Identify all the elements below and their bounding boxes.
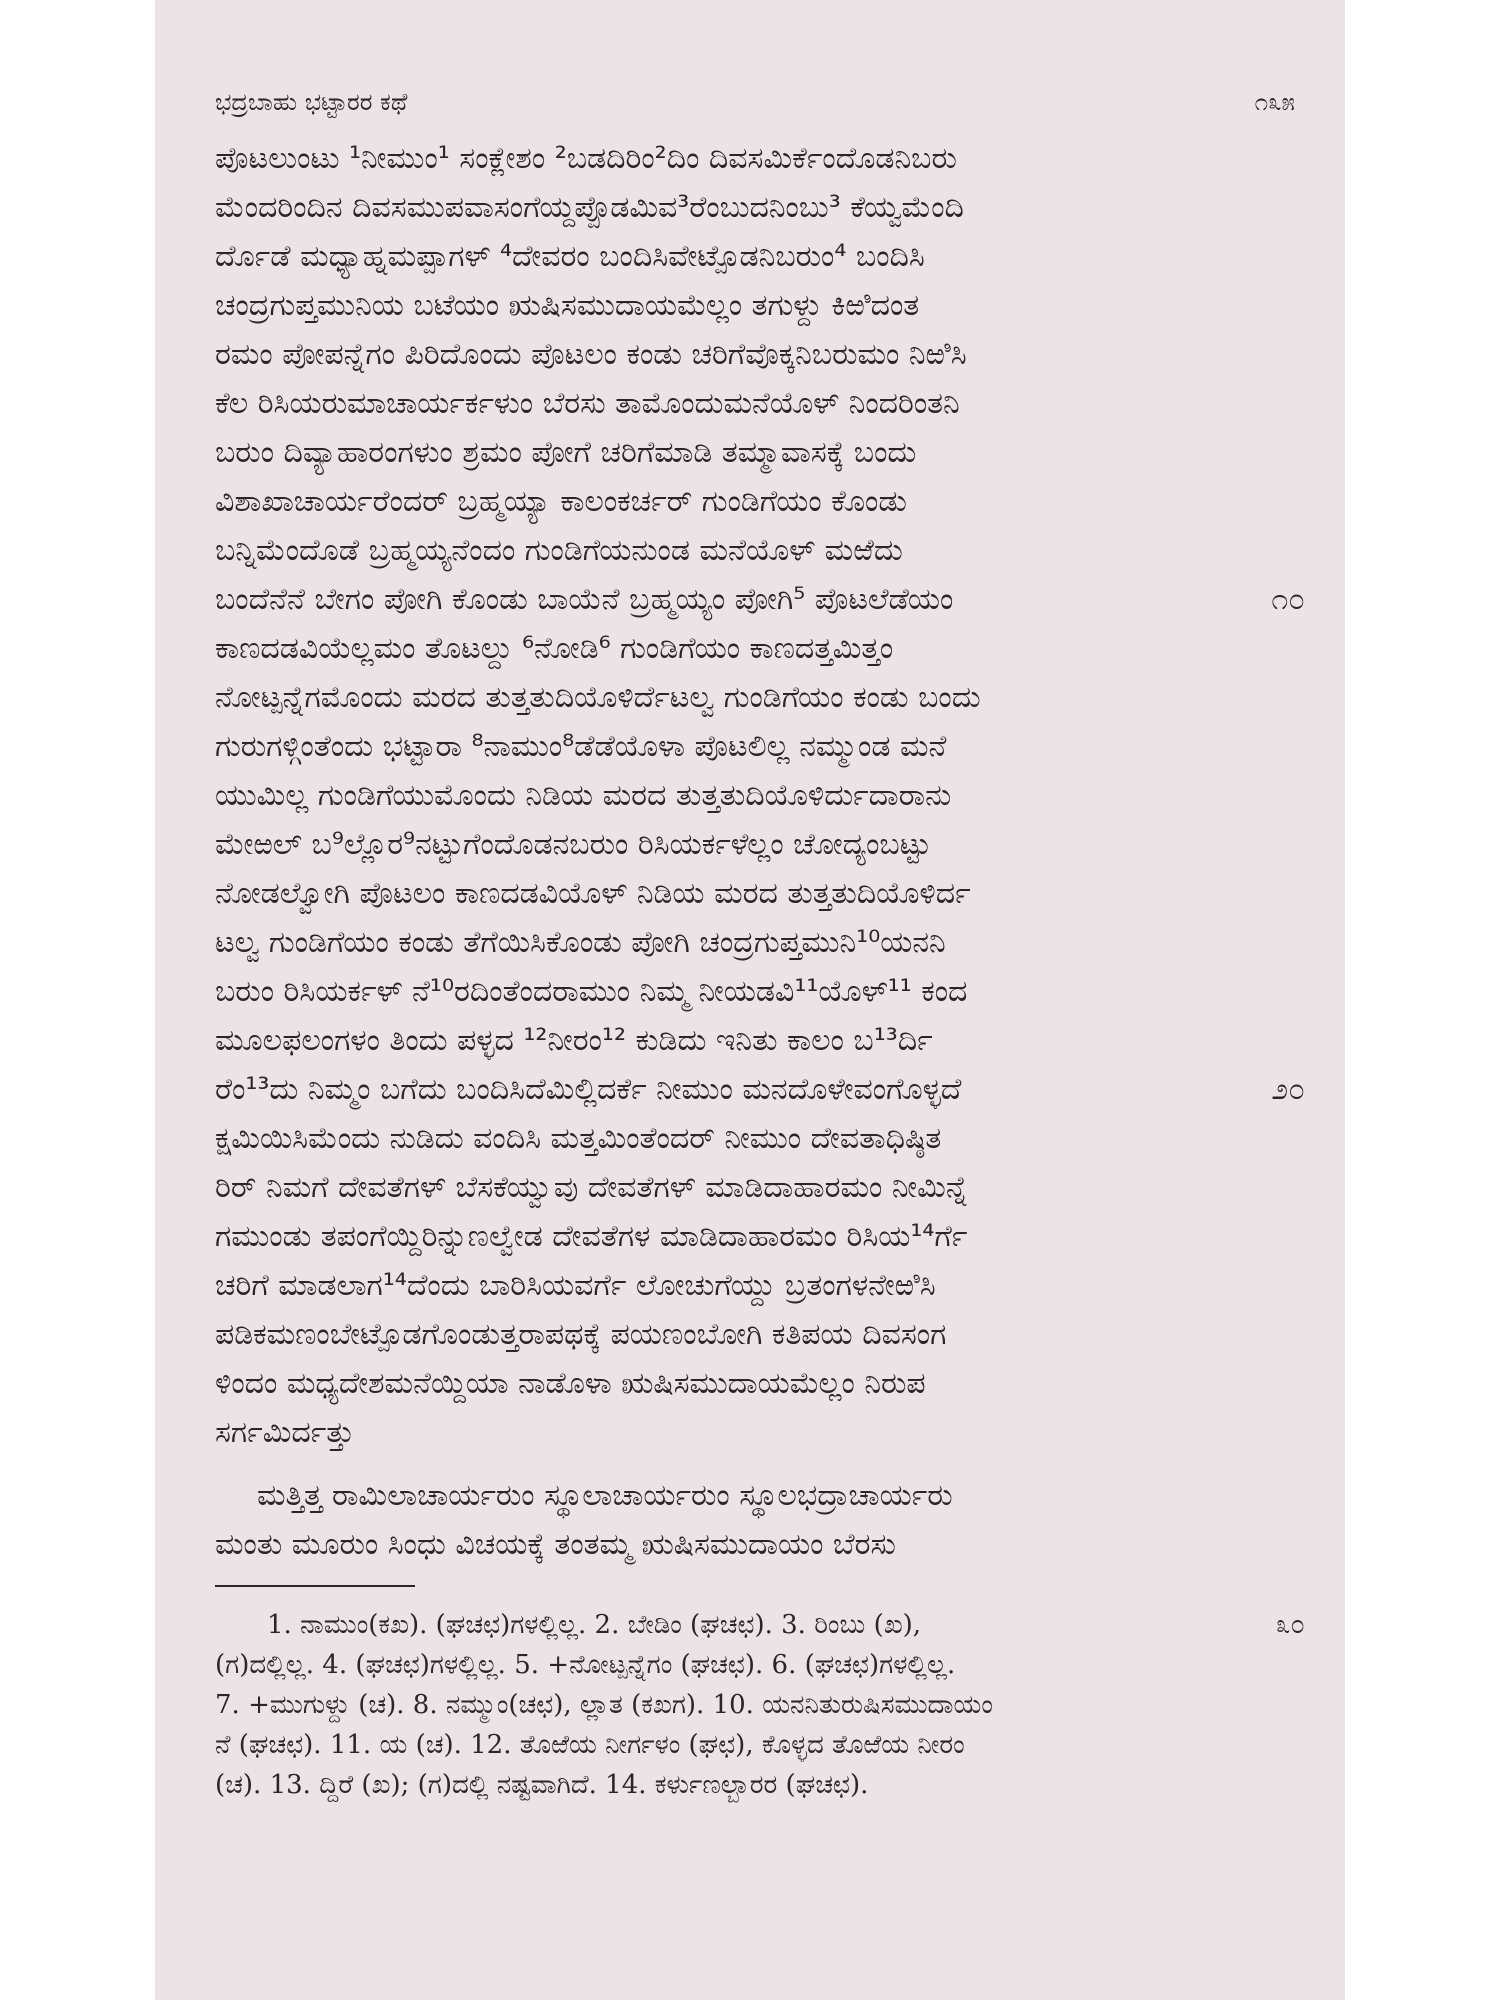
text-line [215, 869, 1305, 918]
line-text: ಗಮುಂಡು ತಪಂಗೆಯ್ದಿರಿನ್ನುಣಲ್ವೇಡ ದೇವತೆಗಳ ಮಾಡಿದಾಹಾರಮಂ ರಿಸಿಯ¹⁴ರ್ಗೆ [215, 1219, 968, 1254]
line-text: ಮತ್ತಿತ್ತ ರಾಮಿಲಾಚಾರ್ಯರುಂ ಸ್ಥೂಲಾಚಾರ್ಯರುಂ ಸ್ಥೂಲಭದ್ರಾಚಾರ್ಯರು [257, 1478, 953, 1513]
text-line [215, 1163, 1305, 1212]
text-line [215, 134, 1305, 183]
line-text: ನೋಟ್ಪನ್ನೆಗಮೊಂದು ಮರದ ತುತ್ತತುದಿಯೊಳಿರ್ದೆಟಲ್ವ ಗುಂಡಿಗೆಯಂ ಕಂಡು ಬಂದು [215, 680, 981, 715]
text-line [215, 1408, 1305, 1457]
text-line [215, 624, 1305, 673]
line-text: (ಚ). 13. ದ್ದಿರೆ (ಖ); (ಗ)ದಲ್ಲಿ ನಷ್ಟವಾಗಿದೆ. 14. ಕರ್ಳುಣಲ್ಬಾರರ (ಘಚಛ). [215, 1770, 869, 1800]
text-line [215, 232, 1305, 281]
line-number: ೨೦ [1271, 1072, 1305, 1107]
line-text: ಬರುಂ ದಿವ್ಯಾಹಾರಂಗಳುಂ ಶ್ರಮಂ ಪೋಗೆ ಚರಿಗೆಮಾಡಿ ತಮ್ಮಾವಾಸಕ್ಕೆ ಬಂದು [215, 435, 917, 470]
line-number: ೩೦ [1275, 1610, 1305, 1640]
line-text: ಪೊಟಲುಂಟು ¹ನೀಮುಂ¹ ಸಂಕ್ಲೇಶಂ ²ಬಡದಿರಿಂ²ದಿಂ ದಿವಸಮಿರ್ಕೆಂದೊಡನಿಬರು [215, 141, 957, 176]
second-paragraph [215, 1471, 1305, 1569]
line-text: (ಗ)ದಲ್ಲಿಲ್ಲ. 4. (ಘಚಛ)ಗಳಲ್ಲಿಲ್ಲ. 5. +ನೋಟ್ಪನ್ನೆಗಂ (ಘಚಛ). 6. (ಘಚಛ)ಗಳಲ್ಲಿಲ್ಲ. [215, 1650, 956, 1680]
running-header [215, 88, 1305, 128]
text-line [215, 1520, 1305, 1569]
text-line [215, 722, 1305, 771]
text-line [215, 281, 1305, 330]
footnote-line [215, 1645, 1305, 1685]
footnote-line [215, 1685, 1305, 1725]
text-line [215, 1310, 1305, 1359]
footnote-line [215, 1605, 1305, 1645]
text-line [215, 918, 1305, 967]
text-line [215, 379, 1305, 428]
line-text: ಬರುಂ ರಿಸಿಯರ್ಕಳ್ ನೆ¹⁰ರದಿಂತೆಂದರಾಮುಂ ನಿಮ್ಮ ನೀಯಡವಿ¹¹ಯೊಳ್¹¹ ಕಂದ [215, 974, 968, 1009]
line-text: ರ್ದೊಡೆ ಮಧ್ಯಾಹ್ನಮಪ್ಪಾಗಳ್ ⁴ದೇವರಂ ಬಂದಿಸಿವೇಟ್ಪೊಡನಿಬರುಂ⁴ ಬಂದಿಸಿ [215, 239, 925, 274]
line-text: ಮೂಲಫಲಂಗಳಂ ತಿಂದು ಪಳ್ಳದ ¹²ನೀರಂ¹² ಕುಡಿದು ಇನಿತು ಕಾಲಂ ಬ¹³ರ್ದಿ [215, 1023, 933, 1058]
text-line [215, 183, 1305, 232]
text-line [215, 1261, 1305, 1310]
text-line [215, 477, 1305, 526]
line-text: ಮೆಂದರಿಂದಿನ ದಿವಸಮುಪವಾಸಂಗೆಯ್ದಪ್ಪೊಡಮಿವ³ರೆಂಬುದನಿಂಬು³ ಕೆಯ್ವಮೆಂದಿ [215, 190, 964, 225]
line-text: ನೆ (ಘಚಛ). 11. ಯ (ಚ). 12. ತೊಱೆಯ ನೀರ್ಗಳಂ (ಘಛ), ಕೊಳ್ಳದ ತೊಱೆಯ ನೀರಂ [215, 1730, 965, 1760]
line-text: ಕಾಣದಡವಿಯೆಲ್ಲಮಂ ತೊಟಲ್ದು ⁶ನೋಡಿ⁶ ಗುಂಡಿಗೆಯಂ ಕಾಣದತ್ತಮಿತ್ತಂ [215, 631, 894, 666]
page-content [215, 88, 1305, 1805]
line-text: ಮೇಱಲ್ ಬ⁹ಲ್ಲೊರ⁹ನಟ್ಟುಗೆಂದೊಡನಬರುಂ ರಿಸಿಯರ್ಕಳೆಲ್ಲಂ ಚೋದ್ಯಂಬಟ್ಟು [215, 827, 932, 862]
text-line [215, 771, 1305, 820]
line-text: ವಿಶಾಖಾಚಾರ್ಯರೆಂದರ್ ಬ್ರಹ್ಮಯ್ಯಾ ಕಾಲಂಕರ್ಚರ್ ಗುಂಡಿಗೆಯಂ ಕೊಂಡು [215, 484, 907, 519]
line-text: ಕ್ಷಮಿಯಿಸಿಮೆಂದು ನುಡಿದು ವಂದಿಸಿ ಮತ್ತಮಿಂತೆಂದರ್ ನೀಮುಂ ದೇವತಾಧಿಷ್ಠಿತ [215, 1121, 942, 1156]
text-line [215, 1359, 1305, 1408]
line-text: ಮಂತು ಮೂರುಂ ಸಿಂಧು ವಿಚಯಕ್ಕೆ ತಂತಮ್ಮ ಋಷಿಸಮುದಾಯಂ ಬೆರಸು [215, 1527, 896, 1562]
text-line [215, 1016, 1305, 1065]
line-text: ನೋಡಲ್ವೋಗಿ ಪೊಟಲಂ ಕಾಣದಡವಿಯೊಳ್ ನಿಡಿಯ ಮರದ ತುತ್ತತುದಿಯೊಳಿರ್ದ [215, 876, 971, 911]
footnote-line [215, 1725, 1305, 1765]
line-text: ರೆಂ¹³ದು ನಿಮ್ಮಂ ಬಗೆದು ಬಂದಿಸಿದೆಮಿಲ್ಲಿದರ್ಕೆ ನೀಮುಂ ಮನದೊಳೇವಂಗೊಳ್ಳದೆ [215, 1072, 962, 1107]
line-text: ರಿರ್ ನಿಮಗೆ ದೇವತೆಗಳ್ ಬೆಸಕೆಯ್ವುವು ದೇವತೆಗಳ್ ಮಾಡಿದಾಹಾರಮಂ ನೀಮಿನ್ನೆ [215, 1170, 968, 1205]
line-text: 1. ನಾಮುಂ(ಕಖ). (ಘಚಛ)ಗಳಲ್ಲಿಲ್ಲ. 2. ಬೇಡಿಂ (ಘಚಛ). 3. ರಿಂಬು (ಖ), [267, 1610, 922, 1640]
line-text: ಚಂದ್ರಗುಪ್ತಮುನಿಯ ಬಟೆಯಂ ಋಷಿಸಮುದಾಯಮೆಲ್ಲಂ ತಗುಳ್ದು ಕಿಱಿದಂತ [215, 288, 920, 323]
line-text: ಬಂದೆನೆನೆ ಬೇಗಂ ಪೋಗಿ ಕೊಂಡು ಬಾಯೆನೆ ಬ್ರಹ್ಮಯ್ಯಂ ಪೋಗಿ⁵ ಪೊಟಲೆಡೆಯಂ [215, 582, 954, 617]
footnote-divider [215, 1585, 415, 1587]
footnote-line [215, 1765, 1305, 1805]
running-title: ಭದ್ರಬಾಹು ಭಟ್ಟಾರರ ಕಥೆ [215, 88, 408, 116]
text-line [215, 673, 1305, 722]
book-page [155, 0, 1345, 2000]
footnotes [215, 1605, 1305, 1805]
text-line [215, 1114, 1305, 1163]
line-text: ಕೆಲ ರಿಸಿಯರುಮಾಚಾರ್ಯರ್ಕಳುಂ ಬೆರಸು ತಾಮೊಂದುಮನೆಯೊಳ್ ನಿಂದರಿಂತನಿ [215, 386, 960, 421]
text-line [215, 820, 1305, 869]
line-text: ಟಲ್ವ ಗುಂಡಿಗೆಯಂ ಕಂಡು ತೆಗೆಯಿಸಿಕೊಂಡು ಪೋಗಿ ಚಂದ್ರಗುಪ್ತಮುನಿ¹⁰ಯನನಿ [215, 925, 946, 960]
text-line [215, 575, 1305, 624]
line-text: ಪಡಿಕಮಣಂಬೇಟ್ಪೊಡಗೊಂಡುತ್ತರಾಪಥಕ್ಕೆ ಪಯಣಂಬೋಗಿ ಕತಿಪಯ ದಿವಸಂಗ [215, 1317, 947, 1352]
line-number: ೧೦ [1271, 582, 1305, 617]
line-text: ಳಿಂದಂ ಮಧ್ಯದೇಶಮನೆಯ್ದಿಯಾ ನಾಡೊಳಾ ಋಷಿಸಮುದಾಯಮೆಲ್ಲಂ ನಿರುಪ [215, 1366, 926, 1401]
text-line [215, 1065, 1305, 1114]
page-number: ೧೩೫ [1254, 88, 1295, 116]
text-line [215, 330, 1305, 379]
text-line [215, 428, 1305, 477]
line-text: ಗುರುಗಳ್ಗಿಂತೆಂದು ಭಟ್ಟಾರಾ ⁸ನಾಮುಂ⁸ಡೆಡೆಯೊಳಾ ಪೊಟಲಿಲ್ಲ ನಮ್ಮುಂಡ ಮನೆ [215, 729, 947, 764]
line-text: ಸರ್ಗಮಿರ್ದತ್ತು [215, 1415, 355, 1450]
line-text: ಚರಿಗೆ ಮಾಡಲಾಗ¹⁴ದೆಂದು ಬಾರಿಸಿಯವರ್ಗೆ ಲೋಚುಗೆಯ್ದು ಬ್ರತಂಗಳನೇಱಿಸಿ [215, 1268, 936, 1303]
line-text: ರಮಂ ಪೋಪನ್ನೆಗಂ ಪಿರಿದೊಂದು ಪೊಟಲಂ ಕಂಡು ಚರಿಗೆವೊಕ್ಕನಿಬರುಮಂ ನಿಱಿಸಿ [215, 337, 967, 372]
line-text: ಯುಮಿಲ್ಲ ಗುಂಡಿಗೆಯುಮೊಂದು ನಿಡಿಯ ಮರದ ತುತ್ತತುದಿಯೊಳಿರ್ದುದಾರಾನು [215, 778, 952, 813]
line-text: 7. +ಮುಗುಳ್ದು (ಚ). 8. ನಮ್ಮುಂ(ಚಛ), ಲ್ಲಾತ (ಕಖಗ). 10. ಯನನಿತುರುಷಿಸಮುದಾಯಂ [215, 1690, 993, 1720]
text-line [215, 1212, 1305, 1261]
main-paragraph [215, 134, 1305, 1457]
text-line [215, 526, 1305, 575]
text-line [215, 967, 1305, 1016]
line-text: ಬನ್ನಿಮೆಂದೊಡೆ ಬ್ರಹ್ಮಯ್ಯನೆಂದಂ ಗುಂಡಿಗೆಯನುಂಡ ಮನೆಯೊಳ್ ಮಱೆದು [215, 533, 903, 568]
text-line [215, 1471, 1305, 1520]
